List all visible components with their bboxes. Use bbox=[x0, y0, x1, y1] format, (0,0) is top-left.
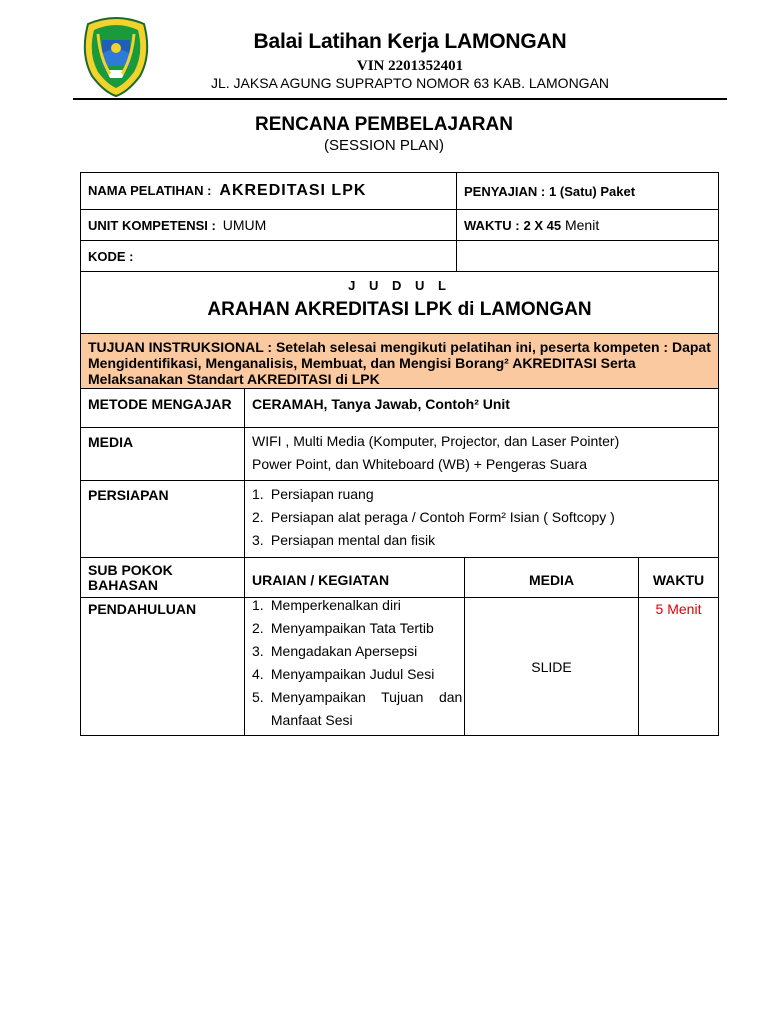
persiapan-item: 1. Persiapan ruang bbox=[252, 486, 374, 502]
row-media bbox=[81, 428, 719, 481]
kegiatan-item: 2. Menyampaikan Tata Tertib bbox=[252, 620, 434, 636]
media-label: MEDIA bbox=[81, 428, 245, 481]
sub-pokok-pendahuluan: PENDAHULUAN bbox=[81, 598, 245, 736]
row-persiapan bbox=[81, 481, 719, 558]
row-nama-pelatihan bbox=[81, 173, 719, 210]
kegiatan-item: 3. Mengadakan Apersepsi bbox=[252, 643, 418, 659]
header-uraian: URAIAN / KEGIATAN bbox=[245, 558, 465, 598]
media-line-2: Power Point, dan Whiteboard (WB) + Pengeras Suara bbox=[252, 456, 588, 472]
organization-name: Balai Latihan Kerja LAMONGAN bbox=[253, 30, 567, 53]
persiapan-list bbox=[245, 481, 719, 558]
document-title: RENCANA PEMBELAJARAN bbox=[255, 114, 513, 135]
kegiatan-item: Manfaat Sesi bbox=[270, 712, 353, 728]
row-tujuan bbox=[81, 334, 719, 389]
waktu-label: WAKTU : bbox=[464, 218, 520, 233]
row-kode bbox=[81, 241, 719, 272]
media-line-1: WIFI , Multi Media (Komputer, Projector, dan Laser Pointer) bbox=[252, 433, 620, 449]
judul-title: ARAHAN AKREDITASI LPK di LAMONGAN bbox=[207, 299, 592, 320]
document-subtitle: (SESSION PLAN) bbox=[323, 137, 445, 154]
unit-kompetensi-value: UMUM bbox=[222, 217, 267, 233]
row-judul bbox=[81, 272, 719, 334]
judul-label: J U D U L bbox=[348, 278, 451, 293]
media-value bbox=[245, 428, 719, 481]
organization-address: JL. JAKSA AGUNG SUPRAPTO NOMOR 63 KAB. LAMONGAN bbox=[210, 75, 610, 91]
cell-unit-kompetensi bbox=[81, 210, 457, 241]
tujuan-label: TUJUAN INSTRUKSIONAL bbox=[88, 339, 264, 355]
lamongan-regency-emblem-icon bbox=[80, 14, 152, 98]
header-divider bbox=[73, 98, 727, 100]
media-slide: SLIDE bbox=[465, 598, 639, 736]
metode-label: METODE MENGAJAR bbox=[81, 389, 245, 428]
kode-label: KODE : bbox=[88, 249, 134, 264]
persiapan-item: 2. Persiapan alat peraga / Contoh Form² Isian ( Softcopy ) bbox=[252, 509, 615, 525]
uraian-kegiatan-list bbox=[245, 598, 465, 736]
header-sub-pokok: SUB POKOK BAHASAN bbox=[81, 558, 245, 598]
activity-header-row bbox=[81, 558, 719, 598]
penyajian-value: 1 (Satu) Paket bbox=[549, 184, 636, 199]
metode-value: CERAMAH, Tanya Jawab, Contoh² Unit bbox=[245, 389, 719, 428]
row-metode-mengajar bbox=[81, 389, 719, 428]
cell-kode bbox=[81, 241, 457, 272]
kegiatan-item: 1. Memperkenalkan diri bbox=[252, 597, 401, 613]
activity-row-pendahuluan bbox=[81, 598, 719, 736]
cell-penyajian bbox=[457, 173, 719, 210]
waktu-unit: Menit bbox=[564, 217, 600, 233]
waktu-value: 2 X 45 bbox=[523, 218, 562, 233]
persiapan-item: 3. Persiapan mental dan fisik bbox=[252, 532, 436, 548]
header-media: MEDIA bbox=[465, 558, 639, 598]
row-unit-kompetensi bbox=[81, 210, 719, 241]
kegiatan-item: 5. Menyampaikan Tujuan dan bbox=[252, 689, 463, 705]
tujuan-text: : Setelah selesai mengikuti pelatihan ini, peserta kompeten : Dapat Mengidentifikasi, Menganalisis, Membuat, dan Mengisi Borang² AKREDITASI Serta Melaksanakan Standart AKREDITASI di LPK bbox=[88, 339, 711, 387]
cell-tujuan-instruksional bbox=[81, 334, 719, 389]
header-waktu: WAKTU bbox=[639, 558, 719, 598]
document-header bbox=[0, 0, 768, 102]
nama-pelatihan-value: AKREDITASI LPK bbox=[219, 182, 367, 199]
cell-waktu bbox=[457, 210, 719, 241]
penyajian-label: PENYAJIAN : bbox=[464, 184, 546, 199]
cell-kode-empty bbox=[457, 241, 719, 272]
vin-number: VIN 2201352401 bbox=[356, 58, 464, 74]
cell-nama-pelatihan bbox=[81, 173, 457, 210]
waktu-pendahuluan: 5 Menit bbox=[639, 598, 719, 736]
session-plan-table bbox=[80, 172, 719, 736]
kegiatan-item: 4. Menyampaikan Judul Sesi bbox=[252, 666, 435, 682]
cell-judul bbox=[81, 272, 719, 334]
persiapan-label: PERSIAPAN bbox=[81, 481, 245, 558]
nama-pelatihan-label: NAMA PELATIHAN : bbox=[88, 183, 212, 198]
unit-kompetensi-label: UNIT KOMPETENSI : bbox=[88, 218, 216, 233]
